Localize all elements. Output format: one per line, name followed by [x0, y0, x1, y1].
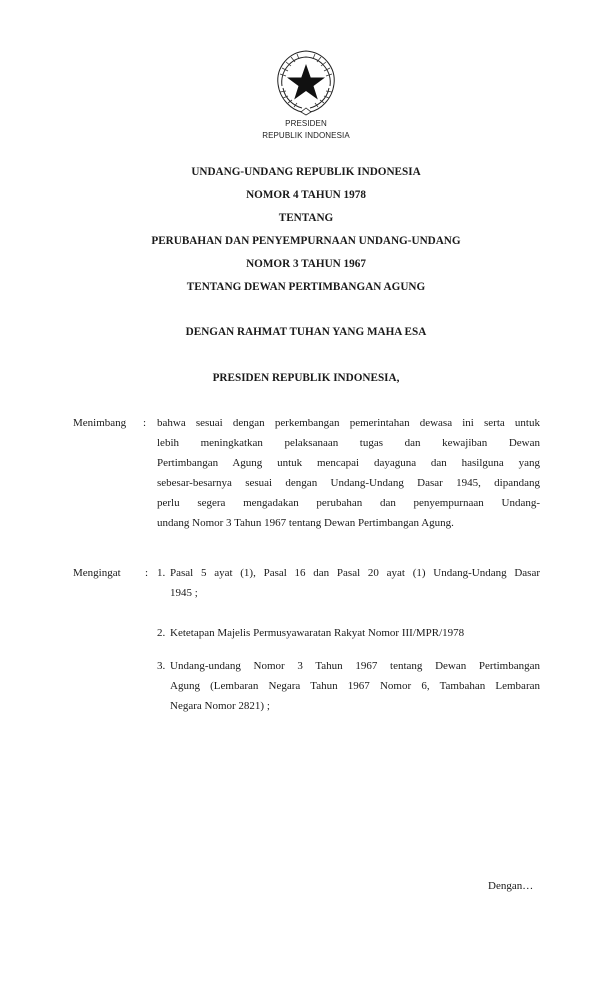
item-line: Negara Nomor 2821) ; — [170, 700, 270, 712]
item-line: Undang-undang Nomor 3 Tahun 1967 tentang Dewan Pertimbangan — [170, 660, 540, 672]
item-line: Ketetapan Majelis Permusyawaratan Rakyat Nomor III/MPR/1978 — [170, 627, 465, 639]
doc-title-number: NOMOR 4 TAHUN 1978 — [246, 189, 366, 201]
menimbang-colon: : — [143, 417, 147, 429]
menimbang-line: perlu segera mengadakan perubahan dan penyempurnaan Undang- — [157, 497, 540, 509]
item-line: 1945 ; — [170, 587, 198, 599]
menimbang-line: undang Nomor 3 Tahun 1967 tentang Dewan Pertimbangan Agung. — [157, 517, 454, 529]
presidential-seal-icon — [268, 46, 344, 118]
menimbang-label: Menimbang — [73, 417, 127, 429]
item-line: Pasal 5 ayat (1), Pasal 16 dan Pasal 20 ayat (1) Undang-Undang Dasar — [170, 567, 540, 579]
menimbang-line: sebesar-besarnya sesuai dengan Undang-Undang Dasar 1945, dipandang — [157, 477, 540, 489]
mengingat-colon: : — [145, 567, 149, 579]
menimbang-line: Pertimbangan Agung untuk mencapai dayaguna dan hasilguna yang — [157, 457, 540, 469]
menimbang-paragraph — [157, 413, 540, 533]
item-number: 3. — [157, 660, 166, 672]
item-number: 1. — [157, 567, 166, 579]
doc-title-line-1: UNDANG-UNDANG REPUBLIK INDONESIA — [191, 166, 421, 178]
doc-title-amended-subject: TENTANG DEWAN PERTIMBANGAN AGUNG — [186, 281, 426, 293]
emblem-caption-republik: REPUBLIK INDONESIA — [262, 131, 350, 140]
authority: PRESIDEN REPUBLIK INDONESIA, — [212, 372, 400, 384]
menimbang-line: lebih meningkatkan pelaksanaan tugas dan kewajiban Dewan — [157, 437, 540, 449]
doc-title-tentang: TENTANG — [278, 212, 334, 224]
item-line: Agung (Lembaran Negara Tahun 1967 Nomor 6, Tambahan Lembaran — [170, 680, 540, 692]
page-continuation: Dengan… — [488, 880, 534, 892]
doc-title-amended-number: NOMOR 3 TAHUN 1967 — [246, 258, 366, 270]
invocation: DENGAN RAHMAT TUHAN YANG MAHA ESA — [185, 326, 427, 338]
item-number: 2. — [157, 627, 166, 639]
mengingat-label: Mengingat — [73, 567, 121, 579]
menimbang-line: bahwa sesuai dengan perkembangan pemerintahan dewasa ini serta untuk — [157, 417, 540, 429]
emblem-caption-presiden: PRESIDEN — [285, 119, 327, 128]
doc-title-subject: PERUBAHAN DAN PENYEMPURNAAN UNDANG-UNDANG — [151, 235, 461, 247]
